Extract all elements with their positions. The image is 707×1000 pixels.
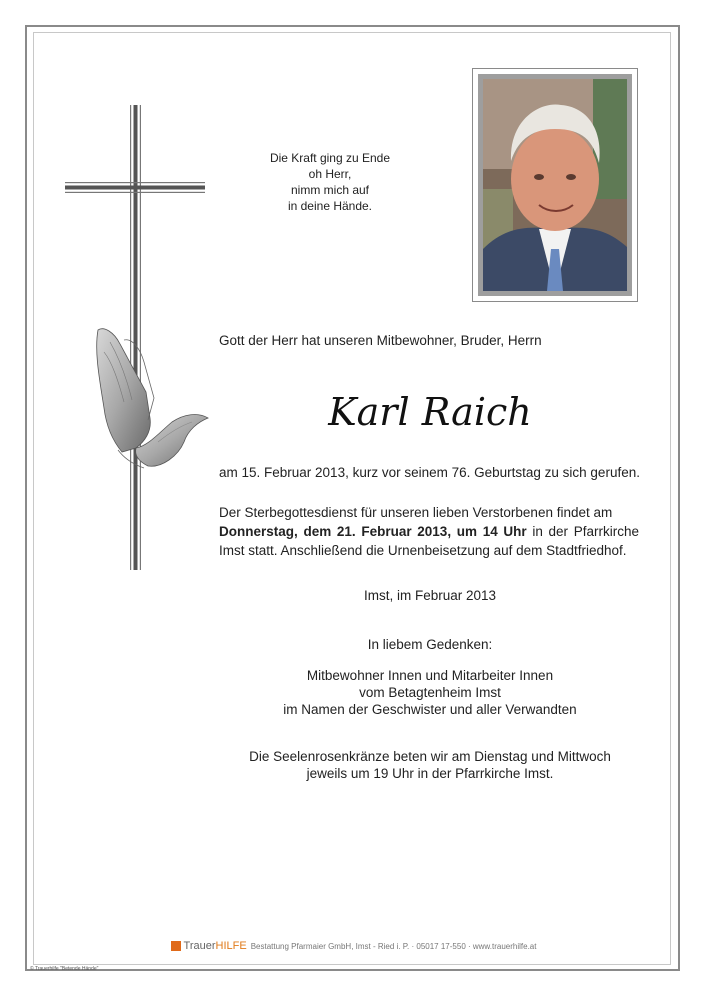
in-memory-heading: In liebem Gedenken: [367, 637, 493, 652]
rosary-notice [200, 748, 660, 782]
portrait-photo [483, 79, 637, 301]
service-text-part2: in der Pfarrkirche Imst statt. Anschließend die Urnenbeisetzung auf dem Stadtfriedhof. [219, 524, 639, 558]
service-date-bold: Donnerstag, dem 21. Februar 2013, um 14 Uhr [219, 524, 527, 539]
image-credit: © Trauerhilfe "Betende Hände" [30, 966, 99, 972]
brand-logo-icon [171, 941, 181, 951]
praying-hands-icon [88, 322, 212, 470]
footer [0, 940, 707, 952]
service-text-part1: Der Sterbegottesdienst für unseren lieben Verstorbenen findet am [219, 505, 613, 520]
poem-line: oh Herr, [308, 167, 352, 181]
mourners-line: Mitbewohner Innen und Mitarbeiter Innen [306, 668, 554, 683]
rosary-line: jeweils um 19 Uhr in der Pfarrkirche Imst. [306, 766, 554, 781]
brand-name-part1: Trauer [183, 940, 216, 952]
poem-line: nimm mich auf [290, 183, 370, 197]
poem [245, 150, 415, 214]
funeral-service-text [219, 503, 639, 560]
poem-line: Die Kraft ging zu Ende [269, 151, 391, 165]
mourners-list [200, 667, 660, 718]
portrait-photo-frame [472, 68, 638, 302]
death-date-text: am 15. Februar 2013, kurz vor seinem 76. Geburtstag zu sich gerufen. [219, 465, 640, 480]
mourners-line: vom Betagtenheim Imst [359, 685, 501, 700]
footer-contact: Bestattung Pfarmaier GmbH, Imst - Ried i. P. · 05017 17-550 · www.trauerhilfe.at [250, 941, 537, 951]
poem-line: in deine Hände. [287, 199, 373, 213]
intro-text: Gott der Herr hat unseren Mitbewohner, Bruder, Herrn [219, 333, 542, 348]
mourners-line: im Namen der Geschwister und aller Verwandten [283, 702, 577, 717]
deceased-name: Karl Raich [328, 390, 532, 434]
rosary-line: Die Seelenrosenkränze beten wir am Dienstag und Mittwoch [249, 749, 611, 764]
place-date: Imst, im Februar 2013 [363, 588, 497, 603]
brand-name-part2: HILFE [215, 940, 247, 952]
